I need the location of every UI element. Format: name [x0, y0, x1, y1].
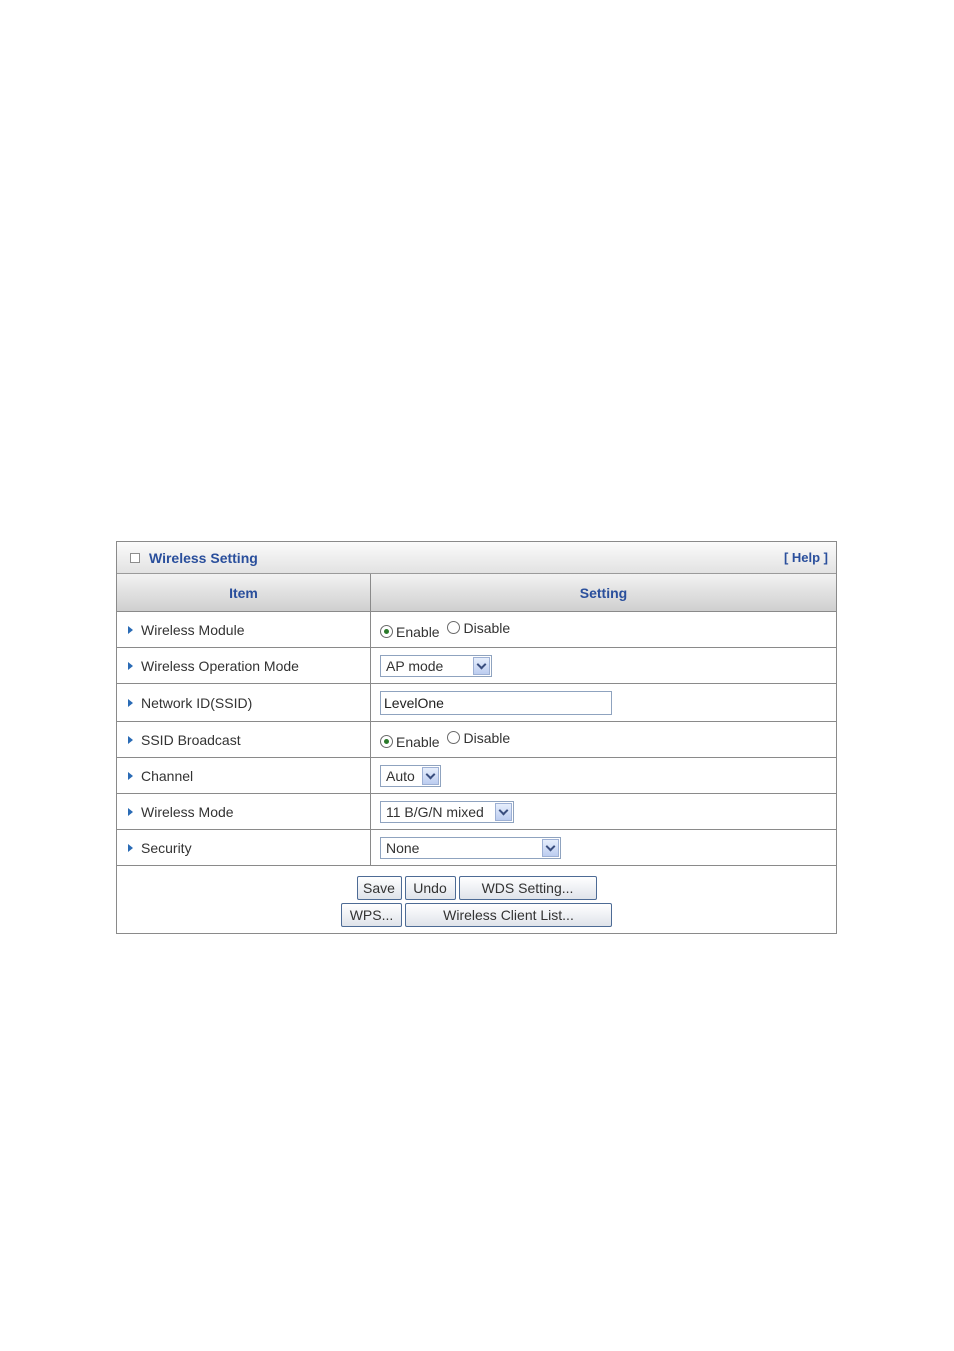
row-label: Security	[141, 839, 192, 856]
wireless-client-list-button[interactable]: Wireless Client List...	[405, 903, 612, 927]
select-value: None	[386, 839, 420, 856]
arrow-right-icon	[128, 662, 133, 670]
row-label: SSID Broadcast	[141, 731, 241, 748]
settings-table	[117, 574, 836, 936]
channel-select[interactable]	[380, 765, 441, 787]
wireless-module-enable-radio[interactable]	[380, 624, 440, 640]
row-label-cell	[117, 758, 371, 794]
row-label: Channel	[141, 767, 194, 784]
panel-titlebar	[117, 542, 836, 574]
arrow-right-icon	[128, 699, 133, 707]
arrow-right-icon	[128, 844, 133, 852]
undo-button[interactable]: Undo	[405, 876, 456, 900]
select-value: AP mode	[386, 657, 444, 674]
row-label-cell	[117, 830, 371, 866]
row-label-cell	[117, 722, 371, 758]
help-link[interactable]: [ Help ]	[783, 550, 828, 565]
ssid-input[interactable]	[380, 691, 612, 715]
arrow-right-icon	[128, 772, 133, 780]
row-setting-cell	[371, 830, 837, 866]
button-line-2	[117, 903, 836, 927]
row-setting-cell	[371, 648, 837, 684]
table-header-row	[117, 574, 836, 612]
radio-label: Enable	[396, 733, 440, 750]
row-label-cell	[117, 612, 371, 648]
row-label-cell	[117, 684, 371, 722]
button-line-1	[117, 876, 836, 900]
table-row-wireless-mode	[117, 794, 836, 830]
table-row-wireless-module	[117, 612, 836, 648]
button-group	[117, 866, 836, 927]
radio-label: Disable	[463, 619, 511, 636]
button-row	[117, 866, 836, 937]
row-label: Wireless Mode	[141, 803, 234, 820]
table-row-operation-mode	[117, 648, 836, 684]
row-label: Wireless Module	[141, 621, 245, 638]
row-setting-cell	[371, 612, 837, 648]
column-header-item: Item	[117, 574, 371, 612]
ssid-broadcast-enable-radio[interactable]	[380, 734, 440, 750]
row-setting-cell	[371, 794, 837, 830]
wireless-mode-select[interactable]	[380, 801, 514, 823]
radio-checked-icon[interactable]	[380, 625, 393, 638]
operation-mode-select[interactable]	[380, 655, 492, 677]
row-setting-cell	[371, 684, 837, 722]
row-label-cell	[117, 794, 371, 830]
dropdown-arrow-icon[interactable]	[542, 839, 559, 857]
table-row-ssid-broadcast	[117, 722, 836, 758]
table-row-ssid	[117, 684, 836, 722]
button-cell	[117, 866, 836, 937]
panel-title: Wireless Setting	[149, 550, 258, 566]
radio-unchecked-icon[interactable]	[447, 621, 460, 634]
ssid-broadcast-disable-radio[interactable]	[447, 730, 510, 746]
table-row-channel	[117, 758, 836, 794]
table-row-security	[117, 830, 836, 866]
security-select[interactable]	[380, 837, 561, 859]
wireless-module-disable-radio[interactable]	[447, 620, 510, 636]
dropdown-arrow-icon[interactable]	[495, 803, 512, 821]
row-setting-cell	[371, 758, 837, 794]
select-value: Auto	[386, 767, 415, 784]
wireless-setting-panel	[116, 541, 837, 934]
wds-setting-button[interactable]: WDS Setting...	[459, 876, 597, 900]
save-button[interactable]: Save	[357, 876, 402, 900]
radio-label: Disable	[463, 729, 511, 746]
radio-unchecked-icon[interactable]	[447, 731, 460, 744]
square-bullet-icon	[130, 553, 140, 563]
wps-button[interactable]: WPS...	[341, 903, 402, 927]
radio-label: Enable	[396, 623, 440, 640]
arrow-right-icon	[128, 626, 133, 634]
row-label-cell	[117, 648, 371, 684]
dropdown-arrow-icon[interactable]	[422, 767, 439, 785]
row-setting-cell	[371, 722, 837, 758]
column-header-setting: Setting	[371, 574, 837, 612]
arrow-right-icon	[128, 808, 133, 816]
radio-checked-icon[interactable]	[380, 735, 393, 748]
row-label: Network ID(SSID)	[141, 694, 253, 711]
arrow-right-icon	[128, 736, 133, 744]
select-value: 11 B/G/N mixed	[386, 803, 484, 820]
row-label: Wireless Operation Mode	[141, 657, 299, 674]
dropdown-arrow-icon[interactable]	[473, 657, 490, 675]
